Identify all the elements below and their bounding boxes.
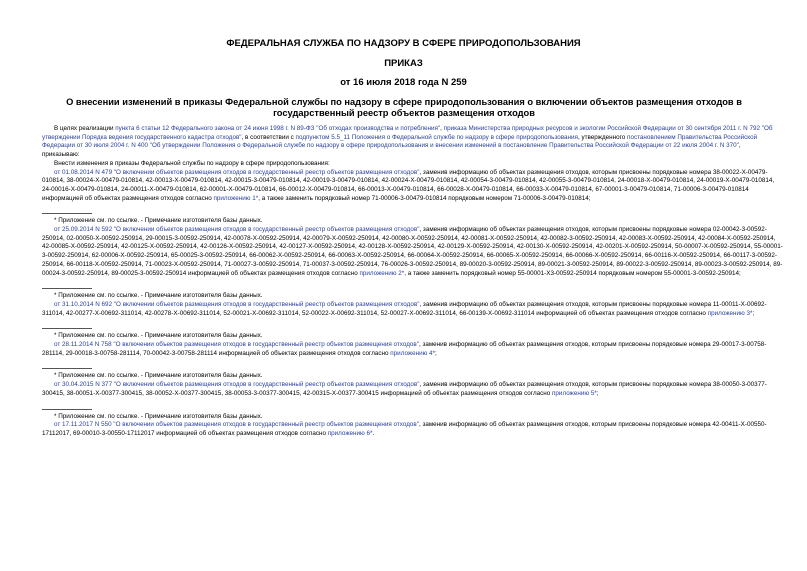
intro-text-5: ,: [738, 142, 741, 150]
amendment-text: , заменив информацию об объектах размещения отходов, которым присвоены порядковые номера 38-00022-Х-00479-010814, 38-00024-Х-00479-010814, 42-00013-Х-00479-010814, 42-00015-3-00479-010814, 42-00019-3-00479-010814, 42-00024-Х-00479-010814, 42-00054-3-00479-010814, 42-00055-3-00479-010814, 24-00018-Х-00479-010814, 24-00019-Х-00479-010814, 24-00016-Х-00479-010814, 24-00011-Х-00479-010814, 62-00001-Х-00479-010814, 66-00012-Х-00479-010814, 66-00013-Х-00479-010814, 66-00028-Х-00479-010814, 66-00033-Х-00479-010814, 67-00001-3-00479-010814, 71-00006-3-00479-010814 информацией об объектах размещения отходов согласно: [42, 168, 775, 202]
footnote: * Приложение см. по ссылке. - Примечание изготовителя базы данных.: [54, 292, 263, 300]
amendment-tail: .: [372, 429, 375, 437]
amendment-text: , заменив информацию об объектах размещения отходов, которым присвоены порядковые номера 29-00017-3-00758-281114, 29-00018-3-00758-281114, 70-00042-3-00758-281114 информацией об объектах размещения отходов согласно: [42, 341, 767, 357]
amendment-item: [42, 421, 784, 438]
amendment-tail: ;: [435, 349, 437, 357]
amendment-item: [42, 341, 784, 358]
order-link[interactable]: от 01.08.2014 N 479 "О включении объектов размещения отходов в государственный реестр объектов размещения отходов": [54, 168, 420, 176]
amendment-tail: , а также заменить порядковый номер 55-00001-Х3-00592-250914 порядковым номером 55-00001-3-00592-250914;: [404, 269, 741, 277]
amendment-text: , заменив информацию об объектах размещения отходов, которым присвоены порядковые номера 38-00050-3-00377-300415, 38-00051-Х-00377-300415, 38-00052-Х-00377-300415, 38-00053-3-00377-300415, 42-00315-Х-00377-300415 информацией об объектах размещения отходов согласно: [42, 381, 767, 397]
amendment-item: [42, 226, 784, 278]
footnote: * Приложение см. по ссылке. - Примечание изготовителя базы данных.: [54, 217, 263, 225]
order-title: О внесении изменений в приказы Федеральной службы по надзору в сфере природопользования о включении объектов размещения отходов в государственный реестр объектов размещения отходов: [66, 97, 742, 118]
footnote-separator: [42, 288, 92, 289]
appendix-link[interactable]: приложению 5*: [552, 389, 597, 397]
intro-link-resolution[interactable]: постановлением Правительства Российской Федерации от 30 июля 2004 г. N 400 "Об утверждении Положения о Федеральной службе по надзору в сфере природопользования и внесении изменений в постановление Правительства Российской Федерации от 22 июля 2004 г. N 370": [42, 133, 758, 150]
appendix-link[interactable]: приложению 1*: [213, 194, 259, 202]
intro-text-1: В целях реализации: [54, 125, 116, 132]
footnote-separator: [42, 368, 92, 369]
intro-text-3: , в соответствии с: [241, 133, 296, 141]
intro-link-ministry-order[interactable]: приказа Министерства природных ресурсов и экологии Российской Федерации от 30 сентября 2011 г. N 792 "Об утверждении Порядка ведения государственного кадастра отходов": [42, 125, 773, 141]
order-link[interactable]: от 31.10.2014 N 692 "О включении объектов размещения отходов в государственный реестр объектов размещения отходов": [54, 300, 420, 308]
footnote: * Приложение см. по ссылке. - Примечание изготовителя базы данных.: [54, 412, 263, 420]
agency-heading: ФЕДЕРАЛЬНАЯ СЛУЖБА ПО НАДЗОРУ В СФЕРЕ ПРИРОДОПОЛЬЗОВАНИЯ: [226, 38, 581, 49]
amendment-item: [42, 301, 784, 318]
amendment-tail: ;: [596, 389, 599, 397]
amendment-item: [42, 169, 784, 204]
appendix-link[interactable]: приложению 2*: [359, 269, 405, 277]
footnote-separator: [42, 409, 92, 410]
order-link[interactable]: от 30.04.2015 N 377 "О включении объектов размещения отходов в государственный реестр объектов размещения отходов": [54, 381, 420, 389]
footnote: * Приложение см. по ссылке. - Примечание изготовителя базы данных.: [54, 332, 263, 340]
order-link[interactable]: от 28.11.2014 N 758 "О включении объектов размещения отходов в государственный реестр объектов размещения отходов": [54, 341, 419, 349]
order-link[interactable]: от 17.11.2017 N 550 "О включении объектов размещения отходов в государственный реестр объектов размещения отходов": [54, 421, 419, 429]
intro-paragraph: [42, 125, 784, 151]
appendix-link[interactable]: приложению 6*: [327, 429, 373, 437]
intro-link-subclause[interactable]: подпунктом 5.5_11 Положения о Федеральной службе по надзору в сфере природопользования: [295, 133, 578, 141]
appendix-link[interactable]: приложению 3*: [707, 309, 753, 317]
intro-text-2: ,: [440, 125, 444, 132]
intro-link-law[interactable]: пункта 6 статьи 12 Федерального закона от 24 июня 1998 г. N 89-ФЗ "Об отходах производства и потребления": [115, 125, 441, 132]
doc-type-heading: ПРИКАЗ: [384, 58, 423, 69]
order-word: приказываю:: [42, 151, 80, 159]
appendix-link[interactable]: приложению 4*: [390, 349, 436, 357]
document-body: [42, 125, 784, 439]
amendment-tail: ;: [752, 309, 755, 317]
lead-paragraph: Внести изменения в приказы Федеральной службы по надзору в сфере природопользования:: [54, 159, 330, 167]
amendment-text: , заменив информацию об объектах размещения отходов, которым присвоены порядковые номера 42-00411-Х-00550-17112017, 69-00010-3-00550-17112017 информацией об объектах размещения отходов согласно: [42, 421, 767, 437]
order-link[interactable]: от 25.09.2014 N 592 "О включении объектов размещения отходов в государственный реестр объектов размещения отходов": [54, 226, 420, 234]
amendment-item: [42, 381, 784, 398]
amendment-text: , заменив информацию об объектах размещения отходов, которым присвоены порядковые номера 02-00042-3-00592-250914, 02-00050-Х-00592-250914, 29-00015-3-00592-250914, 42-00078-Х-00592-250914, 42-00079-Х-00592-250914, 42-00080-Х-00592-250914, 42-00081-Х-00592-250914, 42-00082-3-00592-250914, 42-00083-Х-00592-250914, 42-00084-Х-00592-250914, 42-00085-Х-00592-250914, 42-00125-Х-00592-250914, 42-00126-Х-00592-250914, 42-00127-Х-00592-250914, 42-00128-Х-00592-250914, 42-00129-Х-00592-250914, 42-00130-Х-00592-250914, 42-00201-Х-00592-250914, 50-00007-Х-00592-250914, 55-00001-3-00592-250914, 62-00006-Х-00592-250914, 65-00025-3-00592-250914, 66-00062-Х-00592-250914, 66-00063-Х-00592-250914, 66-00064-Х-00592-250914, 66-00065-Х-00592-250914, 66-00066-Х-00592-250914, 66-00116-Х-00592-250914, 66-00117-3-00592-250914, 66-00118-Х-00592-250914, 71-00023-Х-00592-250914, 71-00027-3-00592-250914, 71-00037-3-00592-250914, 76-00026-3-00592-250914, 89-00020-3-00592-250914, 89-00021-3-00592-250914, 89-00022-3-00592-250914, 89-00023-3-00592-250914, 89-00024-3-00592-250914, 89-00025-3-00592-250914 информацией об объектах размещения отходов согласно: [42, 226, 783, 277]
intro-text-4: , утвержденного: [577, 133, 628, 141]
footnote-separator: [42, 328, 92, 329]
amendment-tail: , а также заменить порядковый номер 71-00006-3-00479-010814 порядковым номером 71-00006-3-00479-010814;: [258, 194, 591, 202]
footnote: * Приложение см. по ссылке. - Примечание изготовителя базы данных.: [54, 372, 263, 380]
footnote-separator: [42, 213, 92, 214]
amendment-text: , заменив информацию об объектах размещения отходов, которым присвоены порядковые номера 11-00011-Х-00692-311014, 42-00277-Х-00692-311014, 42-00278-Х-00692-311014, 52-00021-Х-00692-311014, 52-00022-Х-00692-311014, 52-00027-Х-00692-311014, 66-00139-Х-00692-311014 информацией об объектах размещения отходов согласно: [42, 300, 767, 317]
date-number-heading: от 16 июля 2018 года N 259: [340, 77, 467, 88]
